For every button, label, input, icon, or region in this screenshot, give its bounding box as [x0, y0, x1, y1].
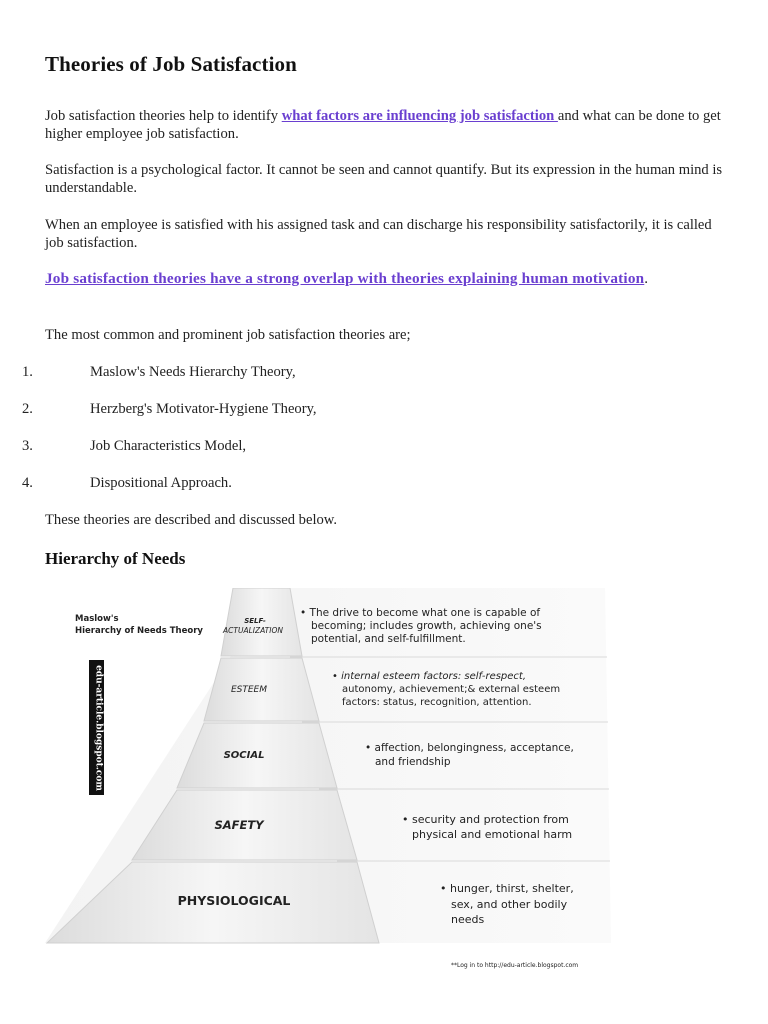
- tier-label-line1: SELF-: [244, 617, 266, 625]
- list-text: Dispositional Approach.: [90, 475, 232, 491]
- desc-esteem-1: • internal esteem factors: self-respect,: [332, 671, 527, 682]
- desc-safety-2: physical and emotional harm: [412, 828, 573, 841]
- figure-footer: **Log in to http://edu-article.blogspot.com: [451, 962, 579, 969]
- motivation-link[interactable]: Job satisfaction theories have a strong overlap with theories explaining human motivation: [45, 270, 645, 287]
- tier-label-line2: ACTUALIZATION: [223, 626, 283, 635]
- list-text: Maslow's Needs Hierarchy Theory,: [90, 364, 296, 380]
- figure-title-line1: Maslow's: [75, 614, 119, 624]
- desc-social-2: and friendship: [375, 756, 451, 768]
- desc-self-actualization-1: • The drive to become what one is capable of: [300, 607, 541, 619]
- list-number: 1.: [22, 364, 33, 380]
- list-item: [0, 401, 600, 421]
- list-number: 4.: [22, 475, 33, 491]
- tier-label-social: SOCIAL: [223, 750, 265, 761]
- theories-intro-paragraph: The most common and prominent job satisfaction theories are;: [45, 327, 411, 343]
- desc-social-1: • affection, belongingness, acceptance,: [365, 742, 574, 754]
- pyramid-diagram: [45, 588, 615, 973]
- desc-physiological-1: • hunger, thirst, shelter,: [440, 882, 574, 895]
- satisfaction-paragraph: Satisfaction is a psychological factor. It cannot be seen and cannot quantify. But its expression in the human mind is understandable.: [45, 162, 723, 196]
- intro-paragraph: [45, 107, 725, 143]
- page-title: Theories of Job Satisfaction: [45, 52, 297, 76]
- motivation-paragraph: [45, 270, 685, 288]
- desc-safety-1: • security and protection from: [402, 813, 569, 826]
- list-number: 2.: [22, 401, 33, 417]
- list-item: [0, 364, 600, 384]
- section-heading: Hierarchy of Needs: [45, 549, 186, 568]
- desc-self-actualization-2: becoming; includes growth, achieving one's: [311, 620, 542, 632]
- tier-label-safety: SAFETY: [214, 818, 264, 832]
- motivation-period: .: [644, 270, 649, 287]
- list-number: 3.: [22, 438, 33, 454]
- desc-esteem-3: factors: status, recognition, attention.: [342, 697, 532, 708]
- watermark-text: edu-article.blogspot.com: [93, 665, 104, 791]
- desc-esteem-2: autonomy, achievement;& external esteem: [342, 684, 561, 695]
- factors-link[interactable]: what factors are influencing job satisfaction: [281, 108, 558, 124]
- desc-self-actualization-3: potential, and self-fulfillment.: [311, 633, 466, 645]
- figure-title-line2: Hierarchy of Needs Theory: [75, 626, 203, 636]
- list-item: [0, 438, 600, 458]
- intro-text-start: Job satisfaction theories help to identify: [45, 108, 282, 124]
- list-item: [0, 475, 600, 495]
- list-text: Herzberg's Motivator-Hygiene Theory,: [90, 401, 317, 417]
- desc-physiological-3: needs: [451, 913, 485, 926]
- desc-physiological-2: sex, and other bodily: [451, 898, 568, 911]
- tier-label-esteem: ESTEEM: [230, 685, 268, 695]
- list-text: Job Characteristics Model,: [90, 438, 247, 454]
- definition-paragraph: When an employee is satisfied with his assigned task and can discharge his responsibility satisfactorily, it is called job satisfaction.: [45, 217, 712, 251]
- intro-text-end: and what can be done to get higher employee job satisfaction.: [45, 108, 721, 142]
- maslow-pyramid-figure: [45, 588, 615, 973]
- theories-outro-paragraph: These theories are described and discussed below.: [45, 512, 338, 528]
- tier-label-physiological: PHYSIOLOGICAL: [177, 893, 291, 908]
